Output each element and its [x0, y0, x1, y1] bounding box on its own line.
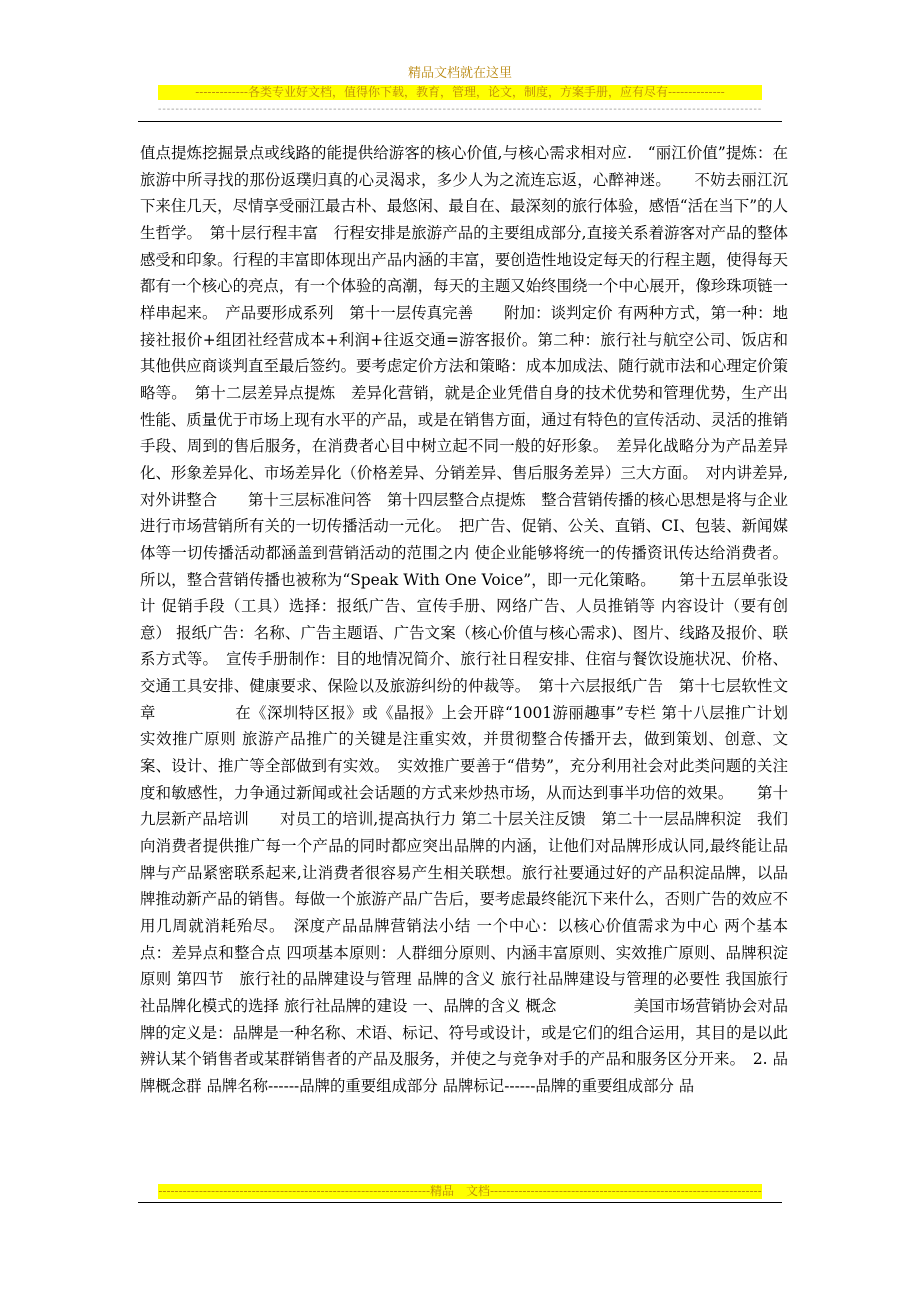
document-body-text: 值点提炼挖掘景点或线路的能提供给游客的核心价值,与核心需求相对应. “丽江价值”提炼：在旅游中所寻找的那份返璞归真的心灵渴求，多少人为之流连忘返，心醉神迷。 不妨去丽江沉下来住几天，尽情享受丽江最古朴、最悠闲、最自在、最深刻的旅行体验，感悟“活在当下”的人生哲学。 第十层行程丰富 行程安排是旅游产品的主要组成部分,直接关系着游客对产品的整体感受和印象。行程的丰富即体现出产品内涵的丰富，要创造性地设定每天的行程主题，使得每天都有一个核心的亮点，有一个体验的高潮，每天的主题又始终围绕一个中心展开，像珍珠项链一样串起来。 产品要形成系列 第十一层传真完善 附加：谈判定价 有两种方式，第一种：地接社报价+组团社经营成本+利润+往返交通=游客报价。第二种：旅行社与航空公司、饭店和其他供应商谈判直至最后签约。要考虑定价方法和策略：成本加成法、随行就市法和心理定价策略等。 第十二层差异点提炼 差异化营销，就是企业凭借自身的技术优势和管理优势，生产出性能、质量优于市场上现有水平的产品，或是在销售方面，通过有特色的宣传活动、灵活的推销手段、周到的售后服务，在消费者心目中树立起不同一般的好形象。 差异化战略分为产品差异化、形象差异化、市场差异化（价格差异、分销差异、售后服务差异）三大方面。 对内讲差异,对外讲整合 第十三层标准问答 第十四层整合点提炼 整合营销传播的核心思想是将与企业进行市场营销所有关的一切传播活动一元化。 把广告、促销、公关、直销、CI、包装、新闻媒体等一切传播活动都涵盖到营销活动的范围之内 使企业能够将统一的传播资讯传达给消费者。所以，整合营销传播也被称为“Speak With One Voice”，即一元化策略。 第十五层单张设计 促销手段（工具）选择：报纸广告、宣传手册、网络广告、人员推销等 内容设计（要有创意） 报纸广告：名称、广告主题语、广告文案（核心价值与核心需求)、图片、线路及报价、联系方式等。 宣传手册制作：目的地情况简介、旅行社日程安排、住宿与餐饮设施状况、价格、交通工具安排、健康要求、保险以及旅游纠纷的仲裁等。 第十六层报纸广告 第十七层软性文章 在《深圳特区报》或《晶报》上会开辟“1001游丽趣事”专栏 第十八层推广计划 实效推广原则 旅游产品推广的关键是注重实效，并贯彻整合传播开去，做到策划、创意、文案、设计、推广等全部做到有实效。 实效推广要善于“借势”，充分利用社会对此类问题的关注度和敏感性，力争通过新闻或社会话题的方式来炒热市场，从而达到事半功倍的效果。 第十九层新产品培训 对员工的培训,提高执行力 第二十层关注反馈 第二十一层品牌积淀 我们向消费者提供推广每一个产品的同时都应突出品牌的内涵，让他们对品牌形成认同,最终能让品牌与产品紧密联系起来,让消费者很容易产生相关联想。旅行社要通过好的产品积淀品牌，以品牌推动新产品的销售。每做一个旅游产品广告后，要考虑最终能沉下来什么，否则广告的效应不用几周就消耗殆尽。 深度产品品牌营销法小结 一个中心：以核心价值需求为中心 两个基本点：差异点和整合点 四项基本原则：人群细分原则、内涵丰富原则、实效推广原则、品牌积淀原则 第四节 旅行社的品牌建设与管理 品牌的含义 旅行社品牌建设与管理的必要性 我国旅行社品牌化模式的选择 旅行社品牌的建设 一、品牌的含义 概念 美国市场营销协会对品牌的定义是：品牌是一种名称、术语、标记、符号或设计，或是它们的组合运用，其目的是以此辨认某个销售者或某群销售者的产品及服务，并使之与竞争对手的产品和服务区分开来。 2. 品牌概念群 品牌名称------品牌的重要组成部分 品牌标记------品牌的重要组成部分 品 — [140, 144, 804, 1095]
footer-text: -------------------------------------------------------------------精品 文档------------------------------------------------------------------- — [158, 1184, 762, 1198]
header-dash-line: ------------------------------------------------------------------------------------------------------------------------------------------ — [158, 104, 763, 115]
header-rule — [138, 121, 782, 122]
header-title: 精品文档就在这里 — [407, 66, 512, 81]
footer-rule — [138, 1202, 782, 1203]
header-subtitle: -------------各类专业好文档，值得你下载，教育，管理，论文，制度，方案手册，应有尽有-------------- — [158, 85, 762, 100]
